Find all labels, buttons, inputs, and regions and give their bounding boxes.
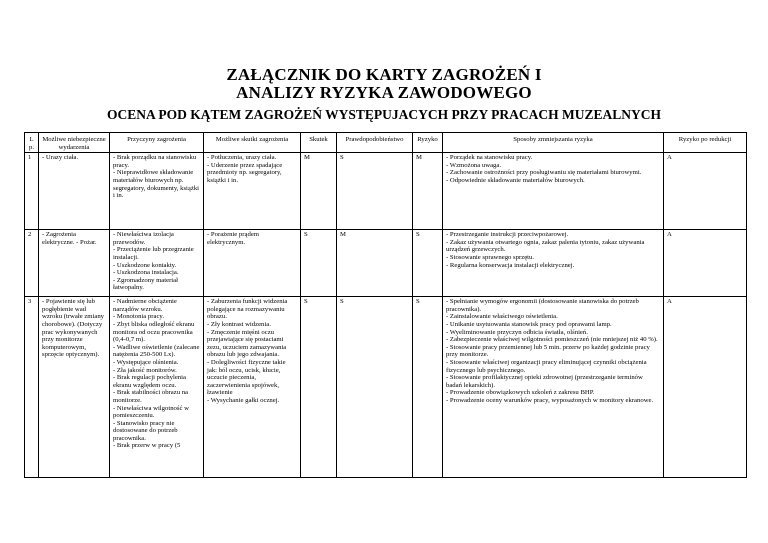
effect-line: - Dolegliwości fizyczne takie jak: ból oczu, ucisk, kłucie, uczucie pieczenia, zaczerwienienia spojówek, łzawienie bbox=[207, 358, 286, 397]
effect-line: - Zły kontrast widzenia. bbox=[207, 320, 271, 328]
cause-line: - Brak porządku na stanowisku pracy. bbox=[113, 154, 197, 169]
header-risk: Ryzyko bbox=[413, 133, 443, 153]
cause-line: - Niewłaściwa wilgotność w pomieszczeniu. bbox=[113, 404, 189, 420]
cell-hazard: - Zagrożenia elektryczne. - Pożar. bbox=[39, 230, 110, 297]
cell-risk: M bbox=[413, 153, 443, 230]
cause-line: - Zgromadzony materiał łatwopalny. bbox=[113, 276, 178, 292]
cause-line: - Zła jakość monitorów. bbox=[113, 366, 177, 374]
cause-line: - Nieprawidłowe składowanie materiałów biurowych np. segregatory, dokumenty, książki i in. bbox=[113, 169, 200, 200]
cell-probability: S bbox=[337, 153, 413, 230]
cell-probability: S bbox=[337, 297, 413, 478]
cell-risk: S bbox=[413, 230, 443, 297]
header-severity: Skutek bbox=[301, 133, 337, 153]
header-probability: Prawdopodobieństwo bbox=[337, 133, 413, 153]
cell-methods bbox=[443, 153, 664, 230]
effect-line: - Wysychanie gałki ocznej. bbox=[207, 396, 280, 404]
method-line: - Zabezpieczenie właściwej wilgotności pomieszczeń (nie mniejszej niż 40 %). bbox=[446, 336, 658, 344]
cell-severity: S bbox=[301, 297, 337, 478]
cell-probability: M bbox=[337, 230, 413, 297]
method-line: - Prowadzenie obowiązkowych szkoleń z zakresu BHP. bbox=[446, 389, 595, 397]
table-row bbox=[25, 153, 747, 230]
table-header-row bbox=[25, 133, 747, 153]
cell-methods bbox=[443, 297, 664, 478]
table-row bbox=[25, 297, 747, 478]
cause-line: - Przeciążenie lub przegrzanie instalacji. bbox=[113, 246, 194, 261]
cell-hazard: - Pojawienie się lub pogłębienie wad wzroku (trwałe zmiany chorobowe). (Dotyczy prac wykonywanych przy monitorze komputerowym, sprzęcie optycznym). bbox=[39, 297, 110, 478]
method-line: - Porządek na stanowisku pracy. bbox=[446, 154, 533, 162]
method-line: - Zachowanie ostrożności przy posługiwaniu się materiałami biurowymi. bbox=[446, 169, 642, 177]
cause-line: - Uszkodzona instalacja. bbox=[113, 269, 179, 277]
cause-line: - Brak stabilności obrazu na monitorze. bbox=[113, 389, 189, 404]
cell-residual: A bbox=[664, 297, 747, 478]
method-line: - Przestrzeganie instrukcji przeciwpożarowej. bbox=[446, 231, 569, 239]
cause-line: - Brak przerw w pracy (5 bbox=[113, 442, 181, 450]
method-line: - Stosowanie właściwej organizacji pracy eliminującej czynniki obciążenia fizycznego lub psychicznego. bbox=[446, 358, 647, 374]
method-line: - Stosowanie profilaktycznej opieki zdrowotnej (przestrzeganie terminów badań lekarskich). bbox=[446, 374, 643, 389]
method-line: - Zainstalowanie właściwego oświetlenia. bbox=[446, 313, 558, 321]
header-methods: Sposoby zmniejszania ryzyka bbox=[443, 133, 664, 153]
cause-line: - Uszkodzone kontakty. bbox=[113, 261, 177, 269]
cell-hazard: - Urazy ciała. bbox=[39, 153, 110, 230]
cell-causes bbox=[110, 153, 204, 230]
method-line: - Wyeliminowanie przyczyn odbicia światła, olśnień. bbox=[446, 328, 588, 336]
method-line: - Odpowiednie składowanie materiałów biurowych. bbox=[446, 176, 585, 184]
cause-line: - Niewłaściwa izolacja przewodów. bbox=[113, 231, 174, 246]
cause-line: - Występujące olśnienia. bbox=[113, 358, 179, 366]
header-hazards: Możliwe niebezpieczne wydarzenia bbox=[39, 133, 110, 153]
cell-residual: A bbox=[664, 230, 747, 297]
method-line: - Stosowanie sprawnego sprzętu. bbox=[446, 253, 535, 261]
method-line: - Regularna konserwacja instalacji elektrycznej. bbox=[446, 261, 575, 269]
method-line: - Prowadzenie oceny warunków pracy, wyposażonych w monitory ekranowe. bbox=[446, 396, 654, 404]
cell-lp: 1 bbox=[25, 153, 39, 230]
cause-line: - Wadliwe oświetlenie (zalecane natężenia 250-500 Lx). bbox=[113, 343, 200, 359]
cause-line: - Stanowisko pracy nie dostosowane do potrzeb pracownika. bbox=[113, 419, 178, 442]
cause-line: - Zbyt bliska odległość ekranu monitora od oczu pracownika (0,4-0,7 m). bbox=[113, 320, 195, 344]
document-title-line1: ZAŁĄCZNIK DO KARTY ZAGROŻEŃ I bbox=[226, 65, 542, 84]
cell-methods bbox=[443, 230, 664, 297]
cause-line: - Brak regulacji pochylenia ekranu względem oczu. bbox=[113, 374, 186, 389]
effect-line: - Porażenie prądem elektrycznym. bbox=[207, 231, 259, 246]
effect-line: - Zmęczenie mięśni oczu przejawiające się postaciami zezu, uczuciem zamazywania obrazu lub jego zdwajania. bbox=[207, 328, 287, 359]
cell-severity: S bbox=[301, 230, 337, 297]
effect-line: - Zaburzenia funkcji widzenia polegające na rozmazywaniu obrazu. bbox=[207, 298, 288, 321]
document-subtitle: OCENA POD KĄTEM ZAGROŻEŃ WYSTĘPUJACYCH PRZY PRACACH MUZEALNYCH bbox=[107, 107, 661, 122]
method-line: - Stosowanie pracy przemiennej lub 5 min. przerw po każdej godzinie pracy przy monitorze. bbox=[446, 343, 650, 359]
cell-causes bbox=[110, 230, 204, 297]
document-title-line2: ANALIZY RYZYKA ZAWODOWEGO bbox=[236, 83, 532, 102]
table-row bbox=[25, 230, 747, 297]
cell-effects bbox=[204, 297, 301, 478]
cause-line: - Monotonia pracy. bbox=[113, 313, 165, 321]
header-lp: Lp. bbox=[25, 133, 39, 153]
cell-risk: S bbox=[413, 297, 443, 478]
risk-table bbox=[24, 132, 747, 478]
cell-residual: A bbox=[664, 153, 747, 230]
cell-severity: M bbox=[301, 153, 337, 230]
method-line: - Wzmożona uwaga. bbox=[446, 161, 502, 169]
cell-effects bbox=[204, 153, 301, 230]
header-effects: Możliwe skutki zagrożenia bbox=[204, 133, 301, 153]
cell-lp: 2 bbox=[25, 230, 39, 297]
method-line: - Unikanie usytuowania stanowisk pracy pod oprawami lamp. bbox=[446, 320, 612, 328]
method-line: - Zakaz używania otwartego ognia, zakaz palenia tytoniu, zakaz używania urządzeń grzewczych. bbox=[446, 238, 645, 254]
cause-line: - Nadmierne obciążenie narządów wzroku. bbox=[113, 298, 177, 313]
header-causes: Przyczyny zagrożenia bbox=[110, 133, 204, 153]
cell-causes bbox=[110, 297, 204, 478]
effect-line: - Potłuczenia, urazy ciała. bbox=[207, 154, 277, 162]
method-line: - Spełnianie wymogów ergonomii (dostosowanie stanowiska do potrzeb pracownika). bbox=[446, 298, 639, 313]
effect-line: - Uderzenie przez spadające przedmioty np. segregatory, książki i in. bbox=[207, 161, 283, 184]
cell-lp: 3 bbox=[25, 297, 39, 478]
cell-effects bbox=[204, 230, 301, 297]
header-residual: Ryzyko po redukcji bbox=[664, 133, 747, 153]
